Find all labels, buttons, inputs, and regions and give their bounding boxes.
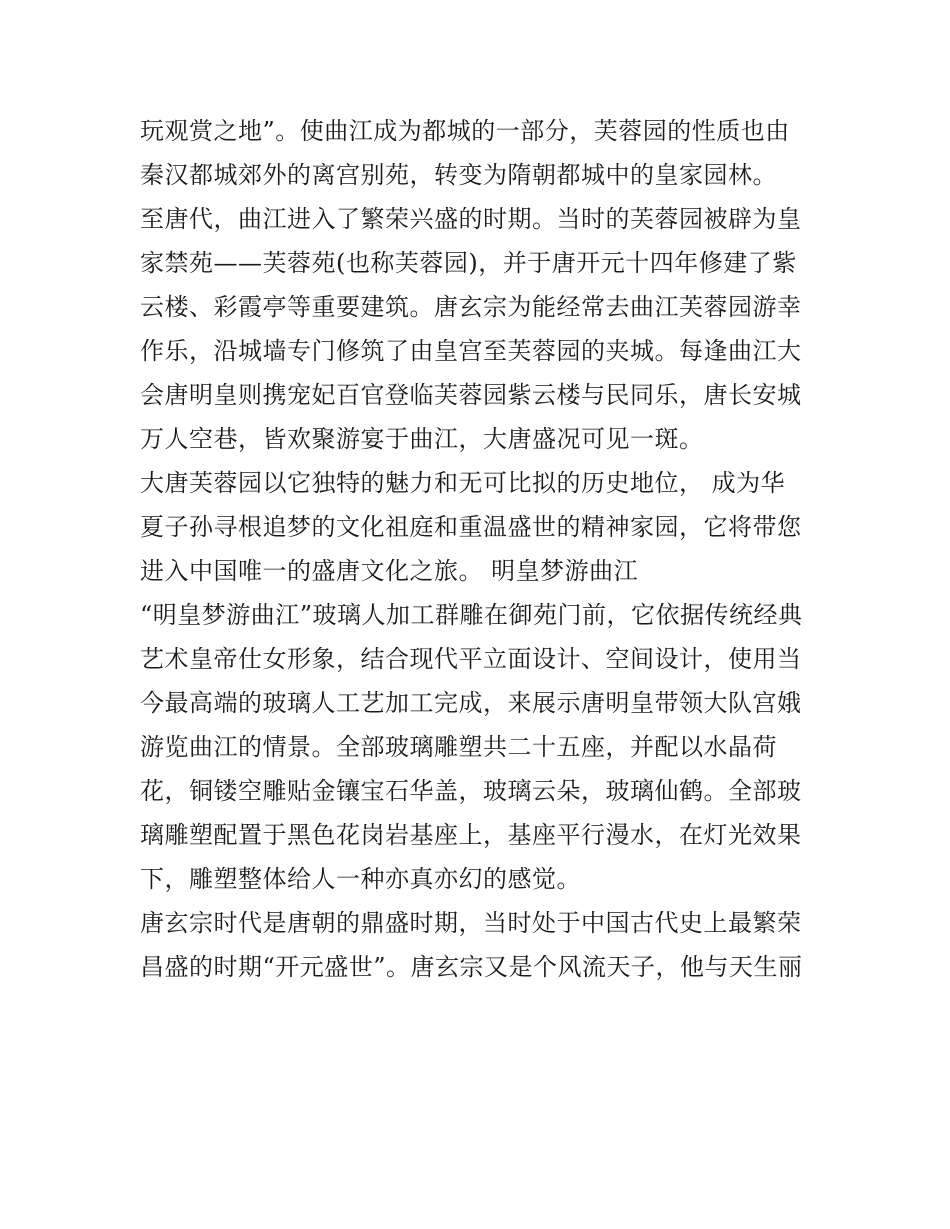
text-line-1: 玩观赏之地”。使曲江成为都城的一部分，芙蓉园的性质也由 <box>140 117 790 145</box>
text-line-9: 大唐芙蓉园以它独特的魅力和无可比拟的历史地位， 成为华 <box>140 469 786 497</box>
document-body <box>140 109 820 989</box>
text-line-4: 家禁苑——芙蓉苑(也称芙蓉园)，并于唐开元十四年修建了紫 <box>140 249 797 277</box>
text-line-20: 昌盛的时期“开元盛世”。唐玄宗又是个风流天子，他与天生丽 <box>140 953 803 981</box>
text-line-16: 花，铜镂空雕贴金镶宝石华盖，玻璃云朵，玻璃仙鹤。全部玻 <box>140 777 802 805</box>
text-line-19: 唐玄宗时代是唐朝的鼎盛时期，当时处于中国古代史上最繁荣 <box>140 909 802 937</box>
text-line-12: “明皇梦游曲江”玻璃人加工群雕在御苑门前，它依据传统经典 <box>140 601 803 629</box>
text-line-15: 游览曲江的情景。全部玻璃雕塑共二十五座，并配以水晶荷 <box>140 733 777 761</box>
text-line-10: 夏子孙寻根追梦的文化祖庭和重温盛世的精神家园，它将带您 <box>140 513 802 541</box>
text-line-8: 万人空巷，皆欢聚游宴于曲江，大唐盛况可见一斑。 <box>140 425 704 453</box>
text-line-5: 云楼、彩霞亭等重要建筑。唐玄宗为能经常去曲江芙蓉园游幸 <box>140 293 802 321</box>
text-line-14: 今最高端的玻璃人工艺加工完成，来展示唐明皇带领大队宫娥 <box>140 689 802 717</box>
text-line-18: 下，雕塑整体给人一种亦真亦幻的感觉。 <box>140 865 581 893</box>
text-line-11: 进入中国唯一的盛唐文化之旅。 明皇梦游曲江 <box>140 557 639 585</box>
text-line-3: 至唐代，曲江进入了繁荣兴盛的时期。当时的芙蓉园被辟为皇 <box>140 205 802 233</box>
text-line-2: 秦汉都城郊外的离宫别苑，转变为隋朝都城中的皇家园林。 <box>140 161 777 189</box>
text-line-6: 作乐，沿城墙专门修筑了由皇宫至芙蓉园的夹城。每逢曲江大 <box>140 337 802 365</box>
text-line-17: 璃雕塑配置于黑色花岗岩基座上，基座平行漫水，在灯光效果 <box>140 821 802 849</box>
text-line-13: 艺术皇帝仕女形象，结合现代平立面设计、空间设计，使用当 <box>140 645 802 673</box>
text-line-7: 会唐明皇则携宠妃百官登临芙蓉园紫云楼与民同乐，唐长安城 <box>140 381 802 409</box>
